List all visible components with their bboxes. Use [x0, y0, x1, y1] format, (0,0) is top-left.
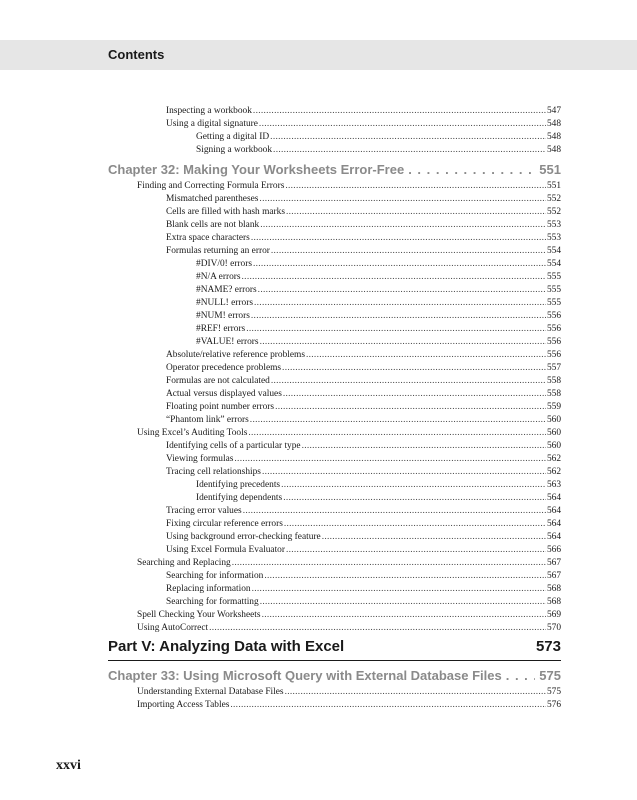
toc-entry: Absolute/relative reference problems ..... 556 — [166, 349, 561, 362]
chapter-title: Chapter 33: Using Microsoft Query with External Database Files — [108, 668, 502, 683]
toc-entry-label: Inspecting a workbook — [166, 106, 252, 116]
toc-entry: Finding and Correcting Formula Errors ..... 551 — [137, 180, 561, 193]
toc-entry: Blank cells are not blank ..... 553 — [166, 219, 561, 232]
toc-entry — [196, 144, 561, 157]
toc-entry: Spell Checking Your Worksheets ..... 569 — [137, 609, 561, 622]
toc-entry: Formulas are not calculated ..... 558 — [166, 375, 561, 388]
toc-entry: Importing Access Tables ..... 576 — [137, 699, 561, 712]
running-header-band — [0, 40, 637, 70]
toc-entry: #REF! errors ..... 556 — [196, 323, 561, 336]
toc-entry — [166, 105, 561, 118]
toc-entry-label: Using a digital signature — [166, 119, 258, 129]
toc-entry: Tracing cell relationships ..... 562 — [166, 466, 561, 479]
toc-entry: Extra space characters ..... 553 — [166, 232, 561, 245]
chapter-32-heading — [108, 162, 561, 177]
toc-entry: Replacing information ..... 568 — [166, 583, 561, 596]
toc-entry-page: 548 — [546, 132, 561, 142]
toc-entry-label: Getting a digital ID — [196, 132, 270, 142]
toc-entry-label: Signing a workbook — [196, 145, 273, 155]
running-header-title: Contents — [108, 47, 165, 62]
toc-entry: Viewing formulas ..... 562 — [166, 453, 561, 466]
toc-entry: #NULL! errors ..... 555 — [196, 297, 561, 310]
part-5-heading — [108, 638, 561, 661]
toc-entry — [196, 131, 561, 144]
part-page: 573 — [535, 638, 561, 655]
chapter-title: Chapter 32: Making Your Worksheets Error-Free — [108, 162, 405, 177]
toc-entry: Identifying precedents ..... 563 — [196, 479, 561, 492]
toc-entry: Floating point number errors ..... 559 — [166, 401, 561, 414]
toc-entry: Fixing circular reference errors ..... 564 — [166, 518, 561, 531]
toc-entry-page: 548 — [546, 145, 561, 155]
toc-entry-page: 547 — [546, 106, 561, 116]
toc-entry: Operator precedence problems ..... 557 — [166, 362, 561, 375]
toc-entry: Identifying dependents ..... 564 — [196, 492, 561, 505]
toc-entry: Searching and Replacing ..... 567 — [137, 557, 561, 570]
toc-entry: #VALUE! errors ..... 556 — [196, 336, 561, 349]
chapter-page: 575 — [539, 668, 561, 683]
page-number: xxvi — [56, 758, 81, 773]
toc-entry: Cells are filled with hash marks ..... 552 — [166, 206, 561, 219]
toc-entry: Identifying cells of a particular type ..... 560 — [166, 440, 561, 453]
toc-entry: #DIV/0! errors ..... 554 — [196, 258, 561, 271]
toc-entry: Using AutoCorrect ..... 570 — [137, 622, 561, 635]
toc-entry: Actual versus displayed values ..... 558 — [166, 388, 561, 401]
chapter-33-heading — [108, 668, 561, 683]
toc-entry: Formulas returning an error ..... 554 — [166, 245, 561, 258]
toc-entry: Tracing error values ..... 564 — [166, 505, 561, 518]
toc-entry-page: 548 — [546, 119, 561, 129]
toc-entry: Mismatched parentheses ..... 552 — [166, 193, 561, 206]
toc-entry: Using background error-checking feature ..... 564 — [166, 531, 561, 544]
toc-entry: “Phantom link” errors ..... 560 — [166, 414, 561, 427]
toc-entry: #NUM! errors ..... 556 — [196, 310, 561, 323]
toc-entry: Understanding External Database Files ..... 575 — [137, 686, 561, 699]
part-title: Part V: Analyzing Data with Excel — [108, 638, 345, 655]
chapter-page: 551 — [539, 162, 561, 177]
toc-entry: Using Excel’s Auditing Tools ..... 560 — [137, 427, 561, 440]
toc-entry: Searching for information ..... 567 — [166, 570, 561, 583]
toc-entry: Searching for formatting ..... 568 — [166, 596, 561, 609]
toc-entry: Using Excel Formula Evaluator ..... 566 — [166, 544, 561, 557]
toc-entry: #N/A errors ..... 555 — [196, 271, 561, 284]
toc-entry — [166, 118, 561, 131]
toc-entry: #NAME? errors ..... 555 — [196, 284, 561, 297]
